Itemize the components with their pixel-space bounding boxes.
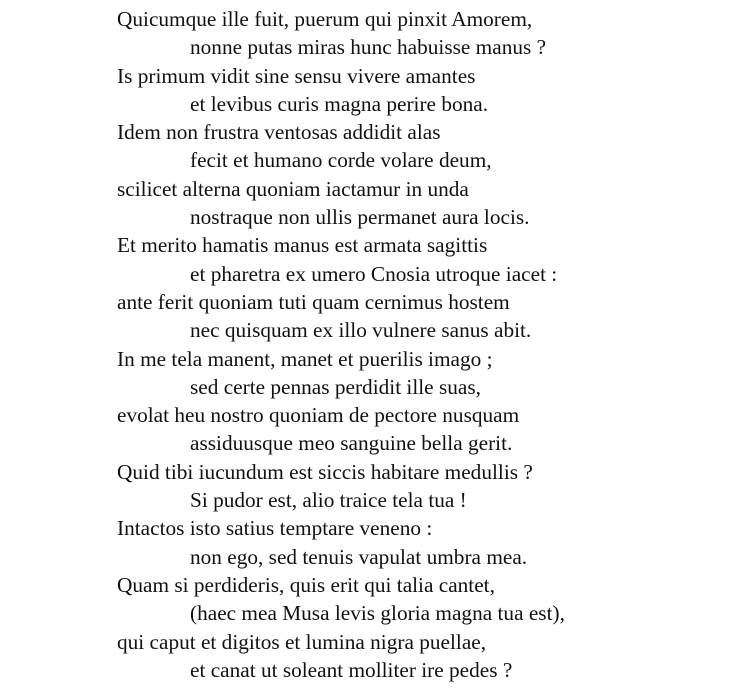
poem-line: Si pudor est, alio traice tela tua ! (190, 488, 467, 513)
poem-line: Intactos isto satius temptare veneno : (117, 516, 433, 541)
poem-line: scilicet alterna quoniam iactamur in unda (117, 176, 469, 201)
poem-line: Idem non frustra ventosas addidit alas (117, 120, 441, 145)
poem-line: nonne putas miras hunc habuisse manus ? (190, 35, 547, 60)
poem-line: sed certe pennas perdidit ille suas, (190, 374, 481, 399)
poem-line: fecit et humano corde volare deum, (190, 148, 492, 173)
poem-text (117, 5, 565, 684)
poem-line: Quam si perdideris, quis erit qui talia cantet, (117, 572, 495, 597)
poem-line: In me tela manent, manet et puerilis imago ; (117, 346, 493, 371)
poem-line: Quid tibi iucundum est siccis habitare medullis ? (117, 459, 533, 484)
poem-line: Et merito hamatis manus est armata sagittis (117, 233, 488, 258)
poem-line: Is primum vidit sine sensu vivere amantes (117, 63, 476, 88)
poem-line: non ego, sed tenuis vapulat umbra mea. (190, 544, 528, 569)
poem-line: ante ferit quoniam tuti quam cernimus hostem (117, 289, 510, 314)
poem-line: assiduusque meo sanguine bella gerit. (190, 431, 513, 456)
poem-line: et pharetra ex umero Cnosia utroque iacet : (190, 261, 558, 286)
poem-line: et levibus curis magna perire bona. (190, 91, 489, 116)
poem-line: Quicumque ille fuit, puerum qui pinxit Amorem, (117, 7, 533, 31)
poem-line: evolat heu nostro quoniam de pectore nusquam (117, 403, 520, 428)
poem-line: qui caput et digitos et lumina nigra puellae, (117, 629, 487, 654)
poem-line: et canat ut soleant molliter ire pedes ? (190, 657, 513, 682)
poem-line: (haec mea Musa levis gloria magna tua est), (190, 601, 565, 626)
poem-line: nec quisquam ex illo vulnere sanus abit. (190, 318, 532, 343)
poem-line: nostraque non ullis permanet aura locis. (190, 205, 530, 230)
